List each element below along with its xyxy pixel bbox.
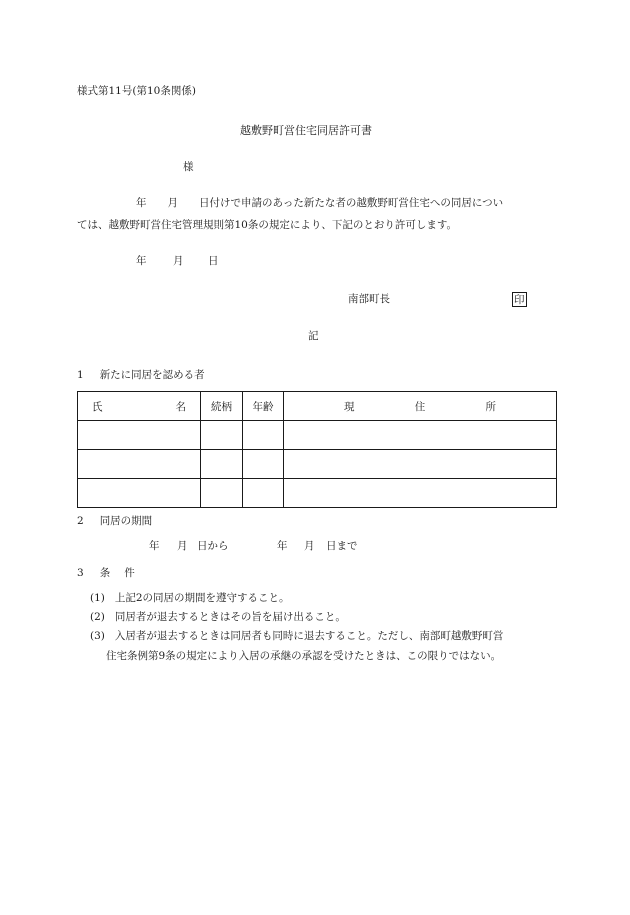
condition-number: (2) [90, 611, 105, 623]
address-cell[interactable] [284, 421, 557, 450]
issue-day-label: 日 [208, 255, 219, 267]
section-2-title: 同居の期間 [99, 515, 153, 527]
condition-number: (1) [90, 592, 105, 604]
address-cell[interactable] [284, 450, 557, 479]
col-relation-header: 続柄 [201, 392, 243, 421]
section-3-number: 3 [77, 567, 84, 579]
name-cell[interactable] [78, 421, 201, 450]
period-to-year: 年 [277, 540, 288, 552]
section-3-title-char-2: 件 [124, 567, 135, 579]
period-from-day: 日から [197, 540, 229, 552]
address-cell[interactable] [284, 479, 557, 508]
persons-table [77, 391, 557, 508]
section-1-title: 新たに同居を認める者 [99, 369, 205, 381]
table-row [78, 450, 557, 479]
relation-cell[interactable] [201, 421, 243, 450]
period-to-month: 月 [304, 540, 315, 552]
form-number: 様式第11号(第10条関係) [77, 85, 196, 97]
name-cell[interactable] [78, 450, 201, 479]
section-2-heading [77, 516, 152, 527]
age-cell[interactable] [243, 479, 284, 508]
section-3-title-char-1: 条 [99, 567, 111, 579]
name-cell[interactable] [78, 479, 201, 508]
condition-item [90, 593, 290, 604]
condition-continuation: 住宅条例第9条の規定により入居の承継の承認を受けたときは、この限りではない。 [106, 650, 502, 662]
section-3-heading [77, 568, 135, 579]
table-row [78, 421, 557, 450]
issue-month-label: 月 [173, 255, 184, 267]
period-to-day: 日まで [326, 540, 358, 552]
col-address-char-2: 住 [414, 400, 426, 413]
issuer-title: 南部町長 [348, 293, 390, 305]
section-1-heading [77, 370, 205, 381]
age-cell[interactable] [243, 450, 284, 479]
col-address-char-1: 現 [344, 400, 355, 413]
age-cell[interactable] [243, 421, 284, 450]
period-from-month: 月 [177, 540, 188, 552]
period-from-year: 年 [149, 540, 160, 552]
col-address-char-3: 所 [485, 400, 496, 413]
condition-text: 入居者が退去するときは同居者も同時に退去すること。ただし、南部町越敷野町営 [114, 630, 504, 642]
table-row [78, 479, 557, 508]
ki-marker: 記 [308, 330, 319, 342]
document-title: 越敷野町営住宅同居許可書 [240, 124, 372, 137]
col-name-header [78, 392, 201, 421]
condition-text: 同居者が退去するときはその旨を届け出ること。 [114, 611, 346, 623]
section-2-number: 2 [77, 515, 84, 527]
col-address-header [284, 392, 557, 421]
body-line-2: ては、越敷野町営住宅管理規則第10条の規定により、下記のとおり許可します。 [77, 219, 458, 231]
seal-mark [512, 292, 527, 307]
condition-text: 上記2の同居の期間を遵守すること。 [114, 592, 290, 604]
body-line-1: 年 月 日付けで申請のあった新たな者の越敷野町営住宅への同居につい [136, 197, 504, 209]
col-name-char-2: 名 [175, 400, 186, 413]
condition-number: (3) [90, 630, 105, 642]
issue-year-label: 年 [136, 255, 147, 267]
addressee-suffix: 様 [183, 161, 194, 173]
condition-item [90, 631, 503, 642]
seal-label: 印 [514, 294, 525, 306]
col-name-char-1: 氏 [92, 400, 103, 413]
col-age-header: 年齢 [243, 392, 284, 421]
condition-item [90, 612, 346, 623]
relation-cell[interactable] [201, 450, 243, 479]
table-header-row [78, 392, 557, 421]
relation-cell[interactable] [201, 479, 243, 508]
section-1-number: 1 [77, 369, 84, 381]
